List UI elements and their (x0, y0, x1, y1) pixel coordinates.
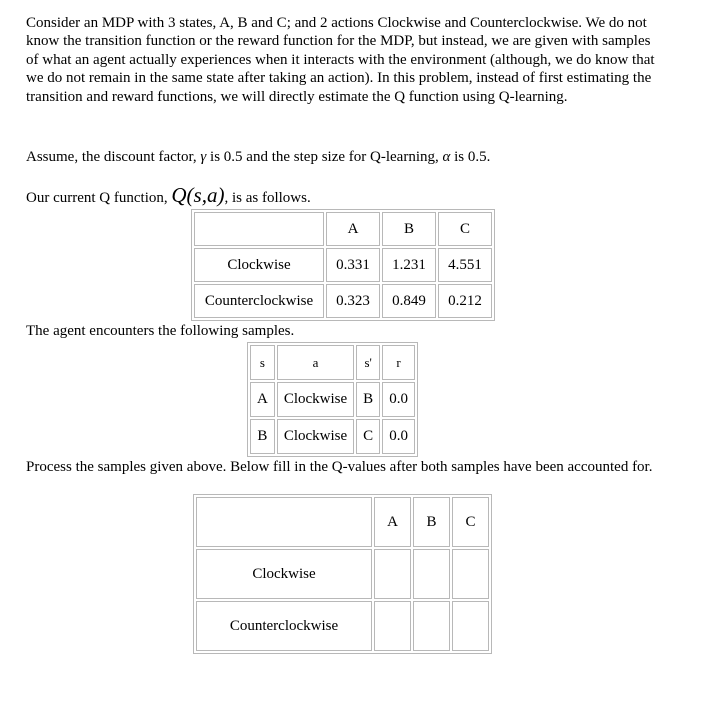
q-table-header-b: B (382, 212, 436, 246)
q-table-header-c: C (438, 212, 492, 246)
q-table-value: 0.212 (438, 284, 492, 318)
current-suffix: , is as follows. (224, 190, 311, 206)
assumption-text (26, 148, 666, 166)
samples-header-r: r (382, 345, 415, 380)
current-prefix: Our current Q function, (26, 190, 172, 206)
sample-cell: 0.0 (382, 382, 415, 417)
q-table-corner (194, 212, 324, 246)
answer-header-b: B (413, 497, 450, 547)
q-table-value: 0.323 (326, 284, 380, 318)
q-table-header-a: A (326, 212, 380, 246)
sample-cell: Clockwise (277, 382, 354, 417)
process-instructions: Process the samples given above. Below fill in the Q-values after both samples have been accounted for. (26, 459, 653, 475)
sample-row-1 (250, 382, 415, 417)
q-function-symbol: Q(s,a) (171, 183, 225, 207)
sample-cell: C (356, 419, 380, 454)
samples-header-s-prime: s' (356, 345, 380, 380)
q-table-header-row (194, 212, 492, 246)
q-table-action: Counterclockwise (194, 284, 324, 318)
sample-cell: B (356, 382, 380, 417)
answer-blank-cell[interactable] (413, 549, 450, 599)
answer-action: Counterclockwise (196, 601, 372, 651)
answer-action: Clockwise (196, 549, 372, 599)
answer-blank-cell[interactable] (452, 549, 489, 599)
q-table-value: 4.551 (438, 248, 492, 282)
answer-row-counterclockwise (196, 601, 489, 651)
q-table-value: 0.331 (326, 248, 380, 282)
q-table-row-counterclockwise (194, 284, 492, 318)
samples-table (247, 342, 418, 457)
answer-blank-cell[interactable] (374, 549, 411, 599)
q-table-value: 1.231 (382, 248, 436, 282)
assume-prefix: Assume, the discount factor, (26, 149, 201, 165)
problem-intro: Consider an MDP with 3 states, A, B and C; and 2 actions Clockwise and Counterclockwise. We do not know the transition function or the reward function for the MDP, but instead, we are given with samples of what an agent actually experiences when it interacts with the environment (although, we do know that we do not remain in the same state after taking an action). In this problem, instead of first estimating the transition and reward functions, we will directly estimate the Q function using Q-learning. (26, 15, 655, 105)
samples-header-a: a (277, 345, 354, 380)
samples-intro: The agent encounters the following samples. (26, 323, 295, 339)
q-table-value: 0.849 (382, 284, 436, 318)
sample-row-2 (250, 419, 415, 454)
gamma-symbol: γ (200, 149, 207, 165)
samples-header-s: s (250, 345, 275, 380)
current-q-text (26, 183, 666, 207)
current-q-table (191, 209, 495, 321)
sample-cell: 0.0 (382, 419, 415, 454)
answer-header-row (196, 497, 489, 547)
answer-blank-cell[interactable] (374, 601, 411, 651)
assume-suffix: is 0.5. (450, 149, 491, 165)
q-table-action: Clockwise (194, 248, 324, 282)
alpha-symbol: α (442, 149, 451, 165)
sample-cell: A (250, 382, 275, 417)
answer-blank-cell[interactable] (413, 601, 450, 651)
assume-mid: is 0.5 and the step size for Q-learning, (206, 149, 443, 165)
answer-corner (196, 497, 372, 547)
samples-header-row (250, 345, 415, 380)
sample-cell: B (250, 419, 275, 454)
sample-cell: Clockwise (277, 419, 354, 454)
answer-header-c: C (452, 497, 489, 547)
answer-q-table (193, 494, 492, 654)
answer-header-a: A (374, 497, 411, 547)
answer-row-clockwise (196, 549, 489, 599)
answer-blank-cell[interactable] (452, 601, 489, 651)
q-table-row-clockwise (194, 248, 492, 282)
